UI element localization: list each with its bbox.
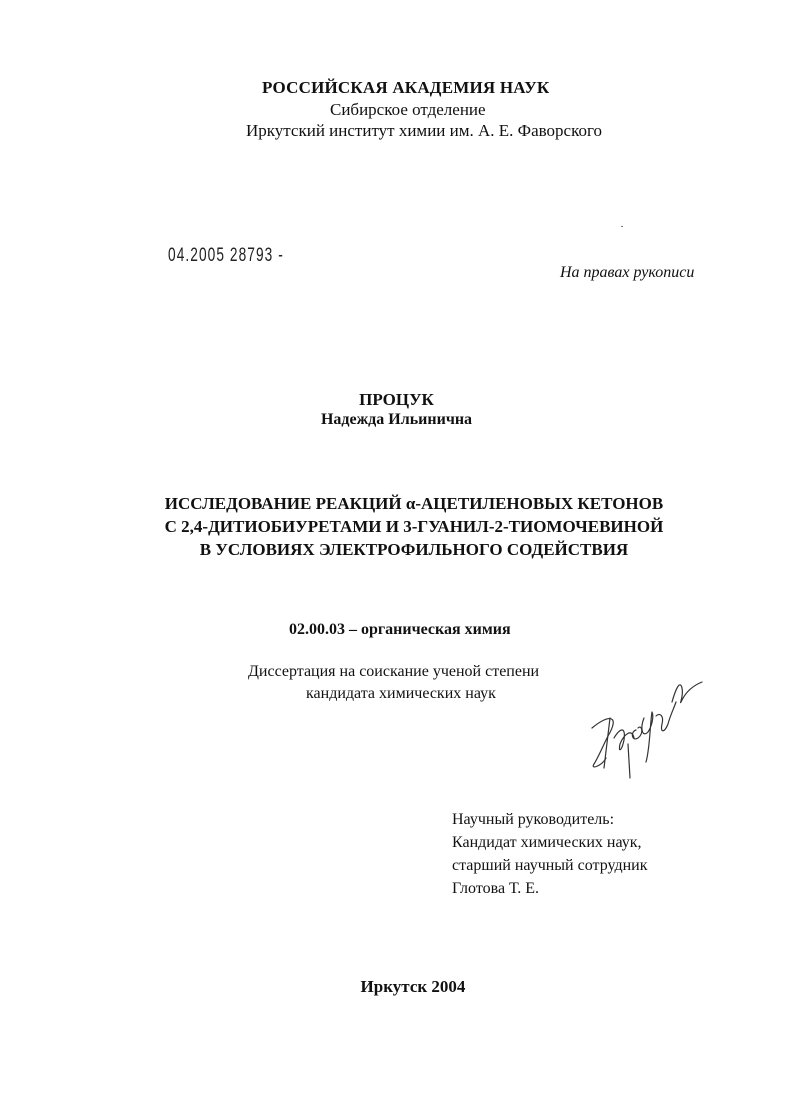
rights-note: На правах рукописи — [560, 264, 695, 281]
supervisor-heading: Научный руководитель: — [452, 811, 615, 828]
title-line-3: В УСЛОВИЯХ ЭЛЕКТРОФИЛЬНОГО СОДЕЙСТВИЯ — [199, 540, 629, 559]
institute-name: Иркутский институт химии им. А. Е. Фаворского — [246, 121, 603, 140]
city-year: Иркутск 2004 — [360, 977, 466, 996]
supervisor-name: Глотова Т. Е. — [452, 880, 539, 897]
title-line-1: ИССЛЕДОВАНИЕ РЕАКЦИЙ α-АЦЕТИЛЕНОВЫХ КЕТОНОВ — [164, 494, 664, 513]
registration-number: 04.2005 28793 - — [168, 245, 284, 266]
dissertation-degree-line-2: кандидата химических наук — [306, 685, 496, 702]
author-name: Надежда Ильинична — [320, 411, 473, 428]
supervisor-position: старший научный сотрудник — [452, 857, 648, 874]
specialty-code: 02.00.03 – органическая химия — [289, 621, 511, 638]
branch-name: Сибирское отделение — [330, 100, 486, 119]
supervisor-block — [452, 808, 648, 900]
supervisor-degree: Кандидат химических наук, — [452, 834, 642, 851]
scan-speck — [621, 226, 623, 227]
title-line-2: С 2,4-ДИТИОБИУРЕТАМИ И 3-ГУАНИЛ-2-ТИОМОЧЕВИНОЙ — [164, 517, 664, 536]
dissertation-title — [0, 492, 793, 561]
author-surname: ПРОЦУК — [359, 390, 434, 409]
handwritten-signature — [580, 658, 710, 783]
academy-name: РОССИЙСКАЯ АКАДЕМИЯ НАУК — [262, 78, 550, 97]
dissertation-degree-line-1: Диссертация на соискание ученой степени — [248, 663, 540, 680]
